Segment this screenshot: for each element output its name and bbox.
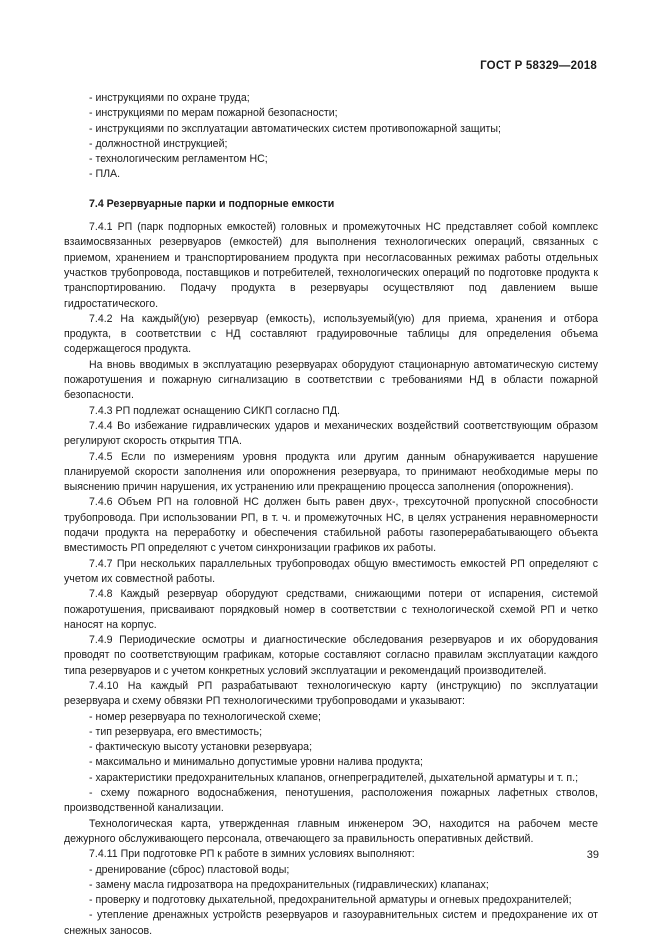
list-item-wrapped: - утепление дренажных устройств резервуаров и газоуравнительных систем и предохранение их от снежных заносов. <box>64 909 598 937</box>
paragraph-7-4-3: 7.4.3 РП подлежат оснащению СИКП согласно ПД. <box>89 404 340 417</box>
list-item: - дренирование (сброс) пластовой воды; <box>89 863 290 876</box>
list-item: - ПЛА. <box>89 168 121 181</box>
list-item: - должностной инструкцией; <box>89 137 228 150</box>
document-code-header: ГОСТ Р 58329—2018 <box>480 60 597 72</box>
list-item: - характеристики предохранительных клапанов, огнепреградителей, дыхательной арматуры и т. п.; <box>89 771 579 784</box>
list-item: - замену масла гидрозатвора на предохранительных (гидравлических) клапанах; <box>89 878 489 891</box>
list-item: - инструкциями по охране труда; <box>89 92 250 104</box>
paragraph-7-4-2-cont: На вновь вводимых в эксплуатацию резервуарах оборудуют стационарную автоматическую систему пожаротушения и пожарную сигнализацию в соответствии с требованиями НД в области пожарной безопасности. <box>64 358 598 402</box>
list-item: - проверку и подготовку дыхательной, предохранительной арматуры и огневых предохранителей; <box>89 894 572 907</box>
page-number: 39 <box>586 849 599 861</box>
paragraph-7-4-6: 7.4.6 Объем РП на головной НС должен быть равен двух-, трехсуточной пропускной способности трубопровода. При использовании РП, в т. ч. и промежуточных НС, в целях устранения неравномерности подачи продукта на переработку и обеспечения стабильной работы газоперерабатывающего объекта вместимость РП определяют с учетом синхронизации графиков их работы. <box>64 496 598 555</box>
paragraph-7-4-10: 7.4.10 На каждый РП разрабатывают технологическую карту (инструкцию) по эксплуатации резервуара и схему обвязки РП технологическими трубопроводами и указывают: <box>64 679 598 708</box>
paragraph-7-4-1: 7.4.1 РП (парк подпорных емкостей) головных и промежуточных НС представляет собой комплекс взаимосвязанных резервуаров (емкостей) для выполнения технологических операций, связанных с приемом, хранением и транспортированием продукта при несогласованных режимах работы отдельных участков трубопровода, поставщиков и потребителей, технологических операций по подготовке продукта к транспортированию. Подачу продукта в резервуары осуществляют под давлением выше гидростатического. <box>64 221 598 310</box>
list-item-wrapped: - схему пожарного водоснабжения, пенотушения, расположения пожарных лафетных стволов, производственной канализации. <box>64 787 598 815</box>
list-item: - максимально и минимально допустимые уровни налива продукта; <box>89 756 423 769</box>
list-item: - номер резервуара по технологической схеме; <box>89 710 321 723</box>
paragraph-7-4-10-cont: Технологическая карта, утвержденная главным инженером ЭО, находится на рабочем месте дежурного обслуживающего персонала, отвечающего за правильность оперативных действий. <box>64 817 598 845</box>
list-item: - фактическую высоту установки резервуара; <box>89 741 313 754</box>
paragraph-7-4-5: 7.4.5 Если по измерениям уровня продукта или другим данным обнаруживается нарушение планируемой скорости заполнения или опорожнения резервуара, то принимают необходимые меры по выяснению причин нарушения, их устранению или прекращению процесса заполнения (опорожнения). <box>64 450 598 494</box>
paragraph-7-4-7: 7.4.7 При нескольких параллельных трубопроводах общую вместимость емкостей РП определяют с учетом их совместной работы. <box>64 557 598 585</box>
paragraph-7-4-2: 7.4.2 На каждый(ую) резервуар (емкость), используемый(ую) для приема, хранения и отбора продукта, в соответствии с НД составляют градуировочные таблицы для определения объема содержащегося продукта. <box>64 312 598 356</box>
page-content <box>64 91 598 939</box>
paragraph-7-4-9: 7.4.9 Периодические осмотры и диагностические обследования резервуаров и их оборудования проводят по соответствующим графикам, которые составляют согласно правилам эксплуатации каждого типа резервуаров и с учетом конкретных условий эксплуатации и рекомендаций производителей. <box>64 634 598 677</box>
paragraph-7-4-8: 7.4.8 Каждый резервуар оборудуют средствами, снижающими потери от испарения, системой пожаротушения, присваивают порядковый номер в соответствии с технологической схемой РП и четко наносят на корпус. <box>64 588 598 631</box>
paragraph-7-4-11: 7.4.11 При подготовке РП к работе в зимних условиях выполняют: <box>89 848 415 861</box>
list-item: - тип резервуара, его вместимость; <box>89 725 263 738</box>
section-heading: 7.4 Резервуарные парки и подпорные емкости <box>89 197 335 210</box>
paragraph-7-4-4: 7.4.4 Во избежание гидравлических ударов и механических воздействий соответствующим образом регулируют скорость открытия ТПА. <box>64 419 598 448</box>
list-item: - технологическим регламентом НС; <box>89 153 268 166</box>
list-item: - инструкциями по мерам пожарной безопасности; <box>89 107 338 120</box>
list-item: - инструкциями по эксплуатации автоматических систем противопожарной защиты; <box>89 122 501 135</box>
